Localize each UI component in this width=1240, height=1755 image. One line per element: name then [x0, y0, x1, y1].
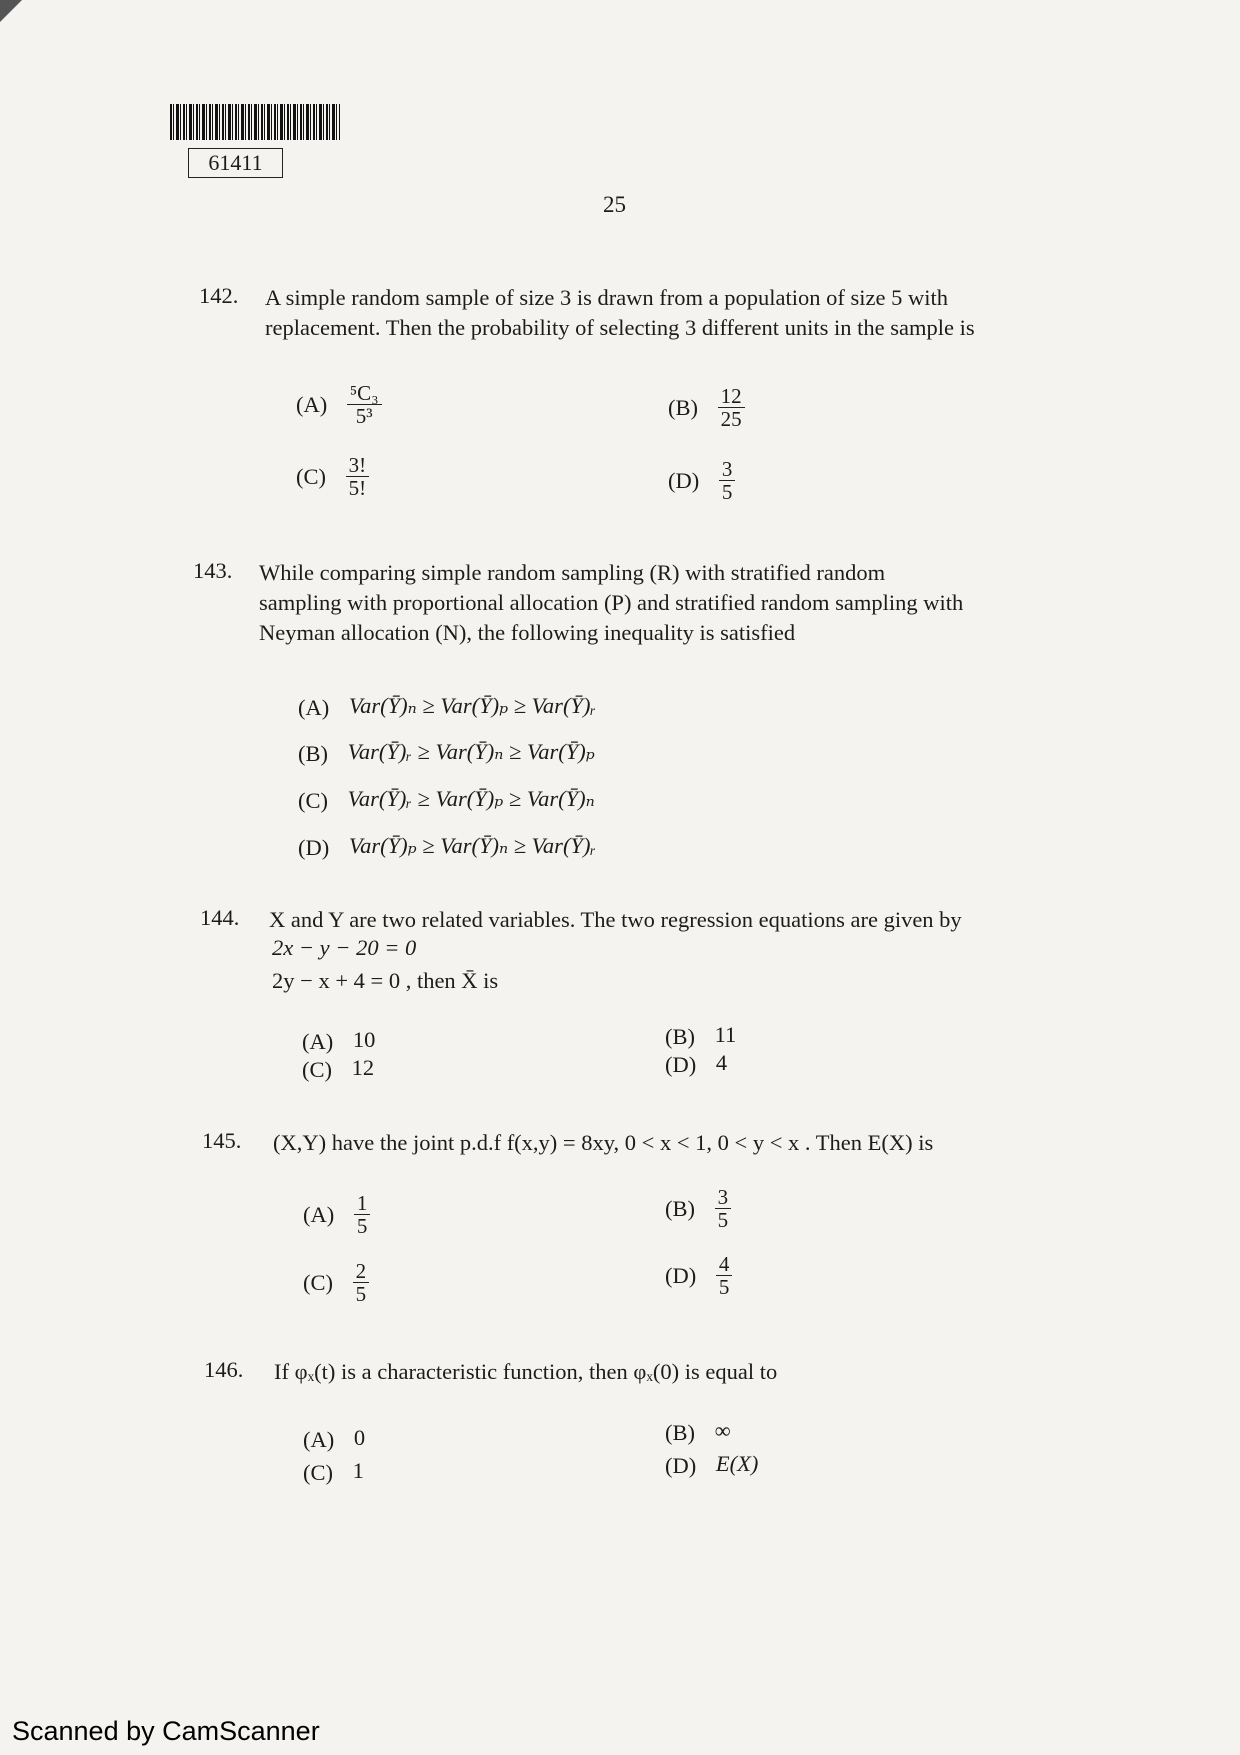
option-142-a — [296, 382, 382, 427]
fraction-numerator: 1 — [354, 1192, 371, 1215]
option-label: (D) — [665, 1051, 697, 1077]
question-number: 144. — [200, 905, 240, 930]
option-value: 11 — [714, 1022, 737, 1047]
question-line: A simple random sample of size 3 is drawn from a population of size 5 with — [265, 285, 948, 310]
option-value: Var(Ȳ)ₙ ≥ Var(Ȳ)ₚ ≥ Var(Ȳ)ᵣ — [348, 693, 596, 718]
scan-corner-mark — [0, 0, 22, 22]
fraction-denominator: 5! — [348, 476, 367, 501]
option-143-c — [298, 786, 595, 814]
option-145-b — [665, 1186, 731, 1231]
fraction-numerator: 2 — [353, 1260, 370, 1283]
fraction — [354, 1192, 371, 1237]
fraction — [346, 454, 370, 499]
fraction — [718, 385, 745, 430]
option-144-d — [665, 1050, 727, 1078]
fraction-numerator: 12 — [718, 385, 745, 408]
option-146-b — [665, 1418, 731, 1446]
question-line: If φₓ(t) is a characteristic function, then φₓ(0) is equal to — [274, 1359, 778, 1384]
option-label: (A) — [302, 1028, 334, 1054]
fraction-denominator: 5 — [718, 1275, 730, 1300]
option-143-a — [298, 693, 596, 721]
question-text — [269, 905, 962, 935]
option-label: (C) — [303, 1459, 333, 1485]
question-text — [259, 558, 963, 648]
question-line: X and Y are two related variables. The two regression equations are given by — [269, 907, 962, 932]
question-line: sampling with proportional allocation (P) and stratified random sampling with — [259, 590, 964, 615]
option-146-d — [665, 1451, 758, 1479]
option-144-b — [665, 1022, 736, 1050]
fraction-numerator: 3! — [346, 454, 370, 477]
option-value: Var(Ȳ)ᵣ ≥ Var(Ȳ)ₙ ≥ Var(Ȳ)ₚ — [347, 739, 595, 764]
option-144-a — [302, 1027, 375, 1055]
barcode-image — [170, 104, 340, 140]
option-145-c — [303, 1260, 369, 1305]
option-value: 10 — [352, 1027, 376, 1052]
option-144-c — [302, 1055, 374, 1083]
option-label: (B) — [665, 1023, 695, 1049]
option-145-a — [303, 1192, 370, 1237]
question-number: 146. — [204, 1357, 244, 1382]
option-label: (D) — [665, 1452, 697, 1478]
option-label: (C) — [296, 463, 326, 489]
option-value: 0 — [353, 1425, 366, 1450]
question-line: (X,Y) have the joint p.d.f f(x,y) = 8xy, 0 < x < 1, 0 < y < x . Then E(X) is — [273, 1130, 934, 1155]
option-value: E(X) — [715, 1451, 759, 1476]
fraction-numerator: 3 — [715, 1186, 732, 1209]
option-value: 4 — [715, 1050, 728, 1075]
option-label: (B) — [668, 394, 698, 420]
option-label: (D) — [665, 1262, 697, 1288]
option-label: (D) — [298, 834, 330, 860]
option-145-d — [665, 1253, 732, 1298]
fraction-numerator: 3 — [719, 458, 736, 481]
option-value: 1 — [352, 1458, 364, 1483]
fraction-denominator: 5 — [721, 480, 733, 505]
question-text — [273, 1128, 933, 1158]
fraction — [715, 1186, 732, 1231]
option-label: (A) — [303, 1201, 335, 1227]
option-label: (A) — [303, 1426, 335, 1452]
fraction-numerator: ⁵C₃ — [347, 382, 382, 405]
option-label: (C) — [303, 1269, 333, 1295]
option-value: Var(Ȳ)ᵣ ≥ Var(Ȳ)ₚ ≥ Var(Ȳ)ₙ — [347, 786, 595, 811]
option-143-b — [298, 739, 595, 767]
option-label: (B) — [665, 1195, 695, 1221]
option-142-b — [668, 385, 745, 430]
option-label: (B) — [298, 740, 328, 766]
option-value: Var(Ȳ)ₚ ≥ Var(Ȳ)ₙ ≥ Var(Ȳ)ᵣ — [348, 833, 596, 858]
question-line: Neyman allocation (N), the following inequality is satisfied — [259, 620, 796, 645]
regression-equation-1: 2x − y − 20 = 0 — [272, 935, 417, 960]
fraction — [716, 1253, 733, 1298]
fraction-denominator: 5 — [717, 1208, 729, 1233]
fraction-denominator: 25 — [720, 407, 742, 432]
question-text — [265, 283, 975, 343]
option-label: (C) — [302, 1056, 332, 1082]
question-number: 143. — [193, 558, 233, 583]
fraction — [347, 382, 382, 427]
question-line: replacement. Then the probability of selecting 3 different units in the sample is — [265, 315, 975, 340]
option-label: (D) — [668, 467, 700, 493]
fraction-numerator: 4 — [716, 1253, 733, 1276]
scanner-watermark: Scanned by CamScanner — [12, 1716, 320, 1746]
fraction-denominator: 5 — [355, 1282, 367, 1307]
paper-code-box: 61411 — [188, 148, 283, 178]
option-142-c — [296, 454, 369, 499]
fraction-denominator: 5 — [356, 1214, 368, 1239]
option-value: ∞ — [714, 1418, 731, 1443]
question-text — [274, 1357, 777, 1387]
option-label: (A) — [298, 694, 330, 720]
option-value: 12 — [351, 1055, 375, 1080]
question-line: While comparing simple random sampling (R) with stratified random — [259, 560, 886, 585]
option-146-c — [303, 1458, 364, 1486]
option-label: (B) — [665, 1419, 695, 1445]
option-143-d — [298, 833, 596, 861]
question-number: 142. — [199, 283, 239, 308]
option-146-a — [303, 1425, 365, 1453]
option-142-d — [668, 458, 735, 503]
fraction — [719, 458, 736, 503]
option-label: (A) — [296, 391, 328, 417]
page-number: 25 — [603, 192, 626, 217]
option-label: (C) — [298, 787, 328, 813]
fraction-denominator: 5³ — [355, 404, 373, 429]
regression-equation-2: 2y − x + 4 = 0 , then X̄ is — [272, 968, 499, 993]
question-number: 145. — [202, 1128, 242, 1153]
fraction — [353, 1260, 370, 1305]
